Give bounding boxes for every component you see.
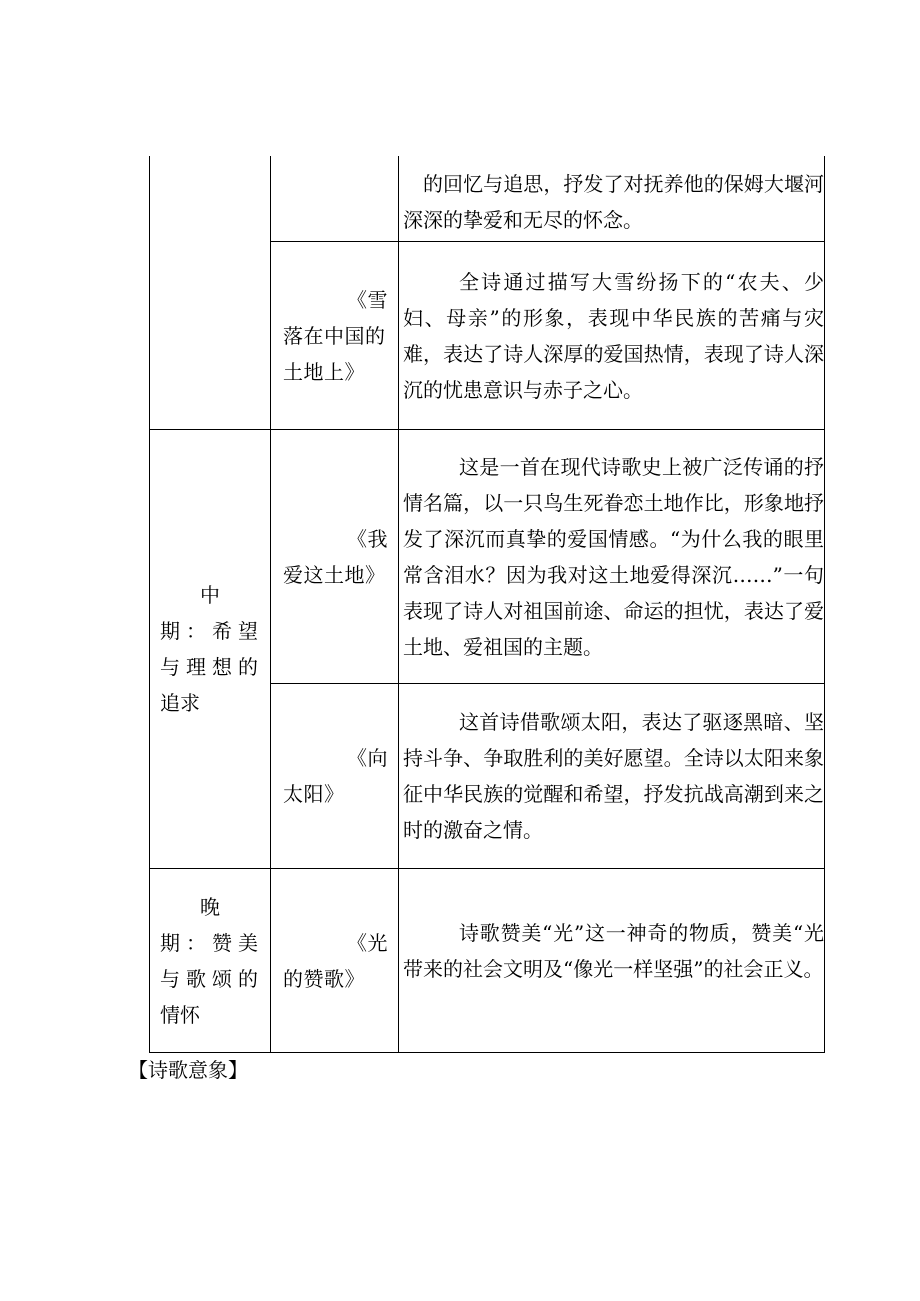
poem-description: 诗歌赞美“光”这一神奇的物质，赞美“光带来的社会文明及“像光一样坚强”的社会正义。 [403,920,824,981]
description-cell [399,242,825,430]
poem-description: 这是一首在现代诗歌史上被广泛传诵的抒情名篇，以一只鸟生死眷恋土地作比，形象地抒发了深沉而真挚的爱国情感。“为什么我的眼里常含泪水？因为我对这土地爱得深沉……”一句表现了诗人对祖国前途、命运的担忧，表达了爱土地、爱祖国的主题。 [403,454,824,659]
description-cell [399,156,825,242]
table-row [150,430,825,684]
poem-title: 《雪落在中国的土地上》 [283,287,388,384]
poem-description: 的回忆与追思，抒发了对抚养他的保姆大堰河深深的挚爱和无尽的怀念。 [403,171,824,232]
poem-title: 《向太阳》 [283,746,388,806]
poem-table [149,156,825,1053]
period-cell [150,430,271,869]
description-cell [399,869,825,1053]
section-heading: 【诗歌意象】 [128,1058,248,1082]
period-cell [150,156,271,430]
poem-title: 《我爱这土地》 [283,526,388,587]
title-cell [271,869,399,1053]
poem-description: 这首诗借歌颂太阳，表达了驱逐黑暗、坚持斗争、争取胜利的美好愿望。全诗以太阳来象征中华民族的觉醒和希望，抒发抗战高潮到来之时的激奋之情。 [403,710,824,842]
title-cell [271,430,399,684]
period-text: 晚期：赞美与歌颂的情怀 [160,894,258,1027]
period-cell [150,869,271,1053]
description-cell [399,684,825,869]
table-row [150,156,825,242]
title-cell [271,242,399,430]
description-cell [399,430,825,684]
poem-description: 全诗通过描写大雪纷扬下的“农夫、少妇、母亲”的形象，表现中华民族的苦痛与灾难，表达了诗人深厚的爱国热情，表现了诗人深沉的忧患意识与赤子之心。 [403,269,824,402]
period-text: 中期：希望与理想的追求 [160,583,258,715]
title-cell [271,156,399,242]
poem-title: 《光的赞歌》 [283,930,388,991]
title-cell [271,684,399,869]
table-row [150,869,825,1053]
